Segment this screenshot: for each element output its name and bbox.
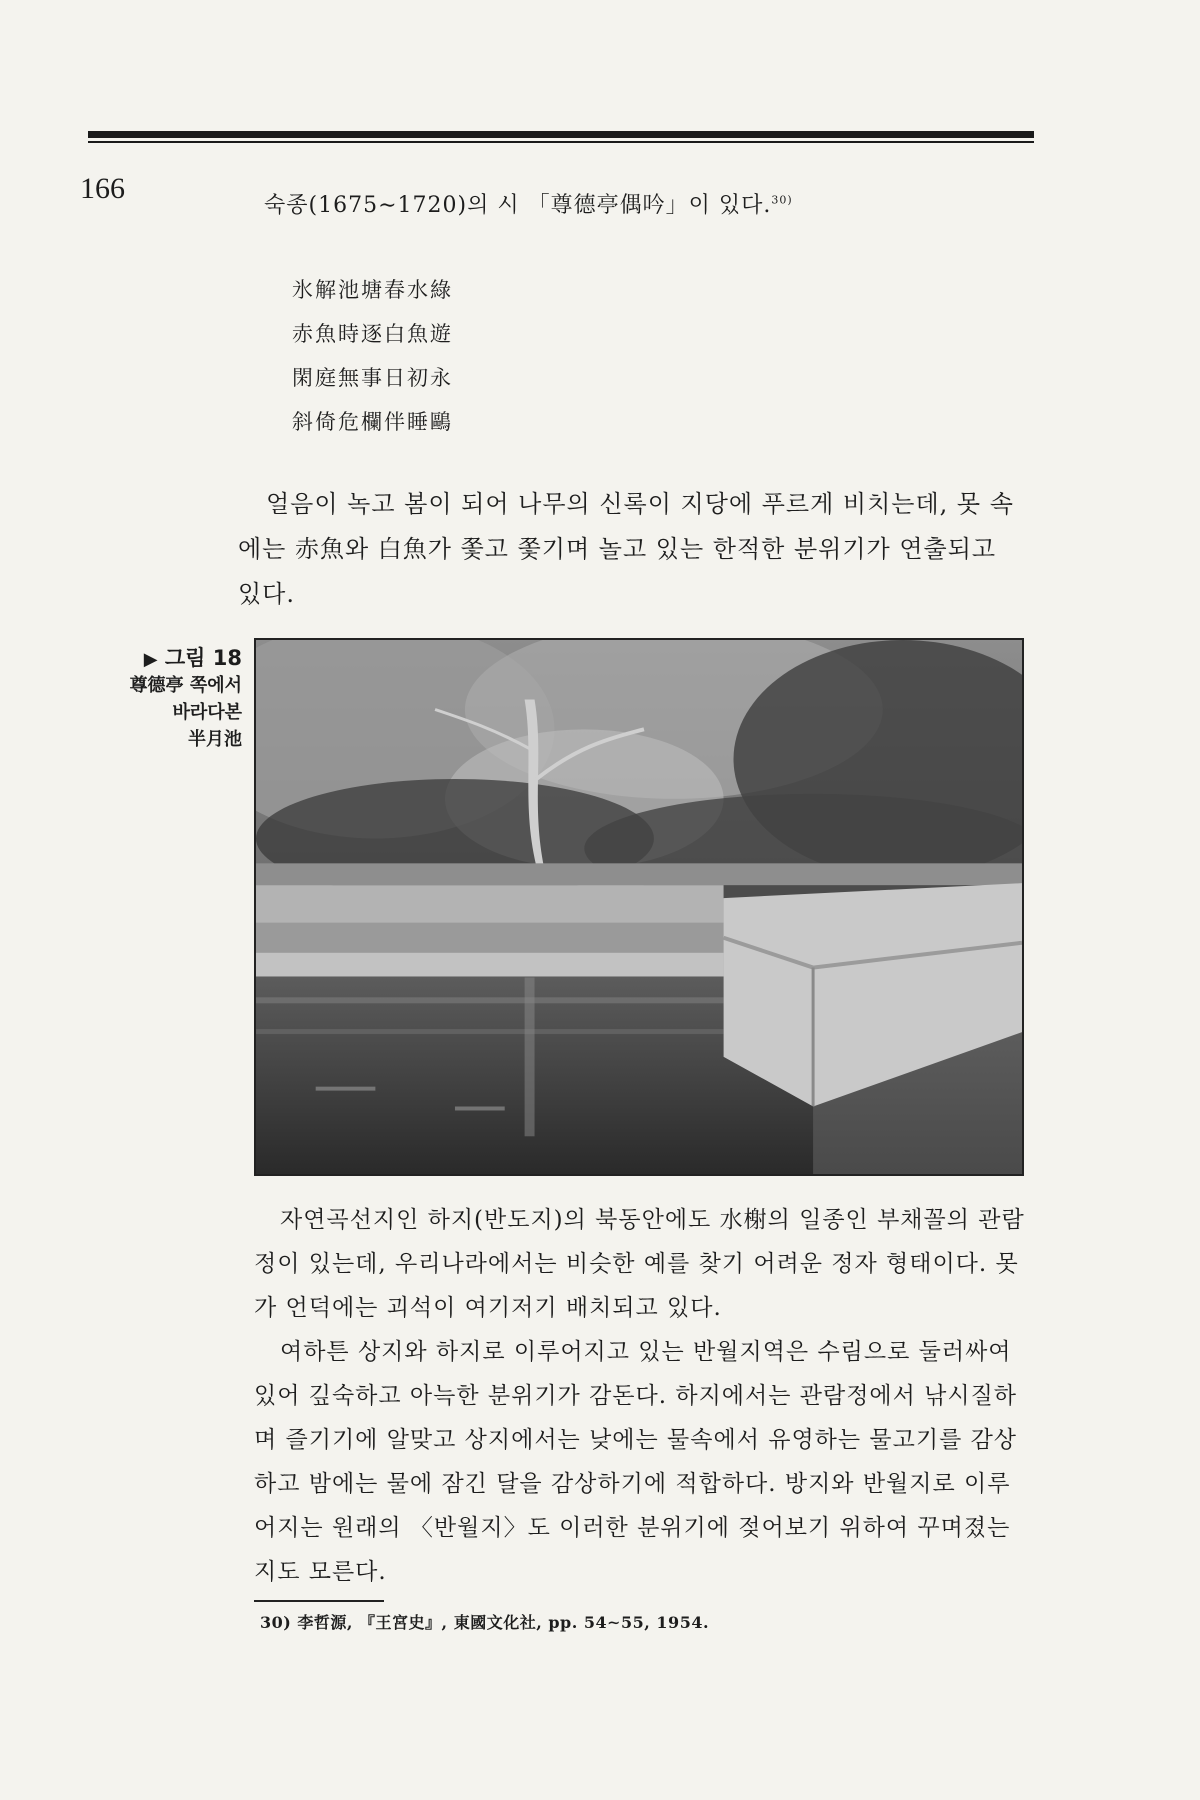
header-rule — [88, 131, 1034, 138]
caption-line: 尊德亭 쪽에서 — [129, 675, 242, 696]
paragraph-text: 여하튼 상지와 하지로 이루어지고 있는 반월지역은 수림으로 둘러싸여 있어 깊숙하고 아늑한 분위기가 감돈다. 하지에서는 관람정에서 낚시질하며 즐기기에 알맞고 상지에서는 낮에는 물속에서 유영하는 물고기를 감상하고 밤에는 물에 잠긴 달을 감상하기에 적합하다. 방지와 반월지로 이루어지는 원래의 〈반월지〉도 이러한 분위기에 젖어보기 위하여 꾸며졌는지도 모른다. — [254, 1339, 1018, 1585]
intro-line — [264, 188, 793, 219]
poem-line: 閑庭無事日初永 — [292, 366, 453, 390]
poem — [292, 268, 453, 444]
poem-line: 斜倚危欄伴睡鷗 — [292, 410, 453, 434]
figure-caption — [110, 642, 242, 753]
footnote-ref: 30) — [771, 193, 793, 207]
figure-label — [110, 642, 242, 672]
header-rule-thin — [88, 141, 1034, 143]
intro-text: 숙종(1675∼1720)의 시 「尊德亭偶吟」이 있다. — [264, 193, 772, 218]
footnote-rule — [254, 1600, 384, 1602]
poem-line: 赤魚時逐白魚遊 — [292, 322, 453, 346]
footnote: 30) 李哲源, 『王宮史』, 東國文化社, pp. 54∼55, 1954. — [260, 1613, 710, 1632]
body-paragraph-1 — [238, 482, 1016, 617]
body-paragraph-2 — [254, 1198, 1030, 1594]
figure-label-text: 그림 18 — [164, 646, 242, 670]
pond-photo-illustration — [256, 640, 1022, 1174]
page-number: 166 — [80, 172, 125, 205]
caption-line: 半月池 — [188, 729, 242, 750]
pond-photo — [254, 638, 1024, 1176]
poem-line: 氷解池塘春水綠 — [292, 278, 453, 302]
paragraph-text: 자연곡선지인 하지(반도지)의 북동안에도 水榭의 일종인 부채꼴의 관람정이 있는데, 우리나라에서는 비슷한 예를 찾기 어려운 정자 형태이다. 못가 언덕에는 괴석이 여기저기 배치되고 있다. — [254, 1207, 1025, 1321]
caption-line: 바라다본 — [172, 702, 242, 723]
paragraph-text: 얼음이 녹고 봄이 되어 나무의 신록이 지당에 푸르게 비치는데, 못 속에는 赤魚와 白魚가 쫓고 쫓기며 놀고 있는 한적한 분위기가 연출되고 있다. — [238, 490, 1014, 608]
triangle-icon: ▶ — [143, 649, 158, 670]
